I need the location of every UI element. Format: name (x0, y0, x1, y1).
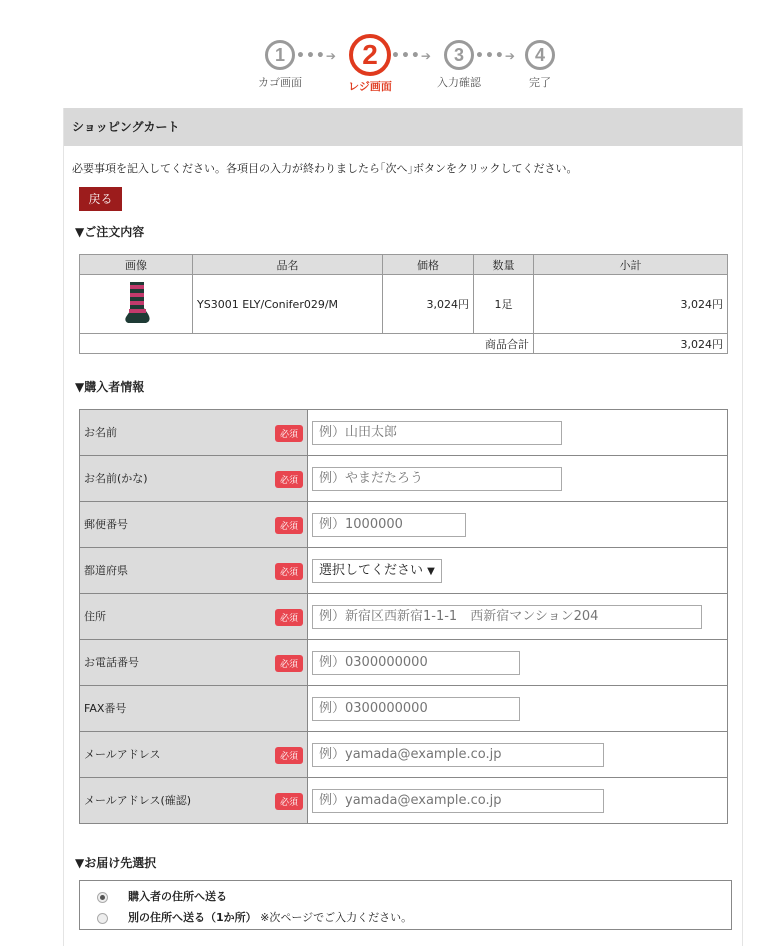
chevron-down-icon: ▼ (427, 565, 435, 577)
email-label: メールアドレス (84, 748, 161, 761)
required-badge: 必須 (275, 655, 303, 672)
col-price: 価格 (383, 255, 474, 275)
table-row (80, 275, 728, 334)
step-4-number: 4 (525, 40, 555, 70)
step-2-label: レジ画面 (348, 80, 392, 93)
sock-image (116, 280, 156, 326)
col-name: 品名 (193, 255, 383, 275)
tel-label: お電話番号 (84, 656, 139, 669)
fax-input[interactable] (312, 697, 520, 721)
delivery-option-other[interactable] (97, 909, 412, 925)
total-label: 商品合計 (80, 334, 534, 354)
required-badge: 必須 (275, 563, 303, 580)
fax-label: FAX番号 (84, 702, 127, 715)
buyer-section-title: ▼購入者情報 (75, 380, 145, 394)
product-price: 3,024円 (383, 275, 474, 334)
required-badge: 必須 (275, 471, 303, 488)
step-2-number: 2 (349, 34, 391, 76)
col-qty: 数量 (474, 255, 534, 275)
col-subtotal: 小計 (534, 255, 728, 275)
col-image: 画像 (80, 255, 193, 275)
total-value: 3,024円 (534, 334, 728, 354)
product-subtotal: 3,024円 (534, 275, 728, 334)
product-image[interactable] (80, 275, 193, 334)
delivery-option-other-label: 別の住所へ送る（1か所） (128, 911, 257, 924)
step-connector-icon: •••➔ (296, 48, 337, 64)
step-1-label: カゴ画面 (258, 76, 302, 89)
step-connector-icon: •••➔ (391, 48, 432, 64)
name-input[interactable] (312, 421, 562, 445)
order-section-title: ▼ご注文内容 (75, 225, 145, 239)
buyer-form (79, 409, 728, 824)
kana-label: お名前(かな) (84, 472, 148, 485)
step-4-label: 完了 (529, 76, 551, 89)
delivery-option-note: ※次ページでご入力ください。 (260, 911, 413, 924)
delivery-options (79, 880, 732, 930)
address-label: 住所 (84, 610, 106, 623)
required-badge: 必須 (275, 609, 303, 626)
step-1-number: 1 (265, 40, 295, 70)
required-badge: 必須 (275, 747, 303, 764)
name-label: お名前 (84, 426, 117, 439)
pref-select-value: 選択してください (319, 562, 424, 578)
email-input[interactable] (312, 743, 604, 767)
step-complete (505, 34, 575, 90)
email-confirm-label: メールアドレス(確認) (84, 794, 192, 807)
checkout-steps (258, 34, 562, 94)
zip-label: 郵便番号 (84, 518, 128, 531)
pref-select[interactable] (312, 559, 442, 583)
radio-buyer-address[interactable] (97, 892, 108, 903)
main-content (63, 108, 743, 946)
step-register (335, 34, 405, 94)
required-badge: 必須 (275, 425, 303, 442)
required-badge: 必須 (275, 793, 303, 810)
email-confirm-input[interactable] (312, 789, 604, 813)
delivery-option-buyer[interactable] (97, 888, 227, 904)
order-table (79, 254, 728, 354)
delivery-option-buyer-label: 購入者の住所へ送る (128, 890, 227, 903)
page-title: ショッピングカート (64, 108, 742, 146)
zip-input[interactable] (312, 513, 466, 537)
delivery-section-title: ▼お届け先選択 (75, 856, 157, 870)
kana-input[interactable] (312, 467, 562, 491)
step-3-number: 3 (444, 40, 474, 70)
back-button[interactable]: 戻る (79, 187, 122, 211)
step-3-label: 入力確認 (437, 76, 481, 89)
product-qty: 1足 (474, 275, 534, 334)
step-connector-icon: •••➔ (475, 48, 516, 64)
radio-other-address[interactable] (97, 913, 108, 924)
product-name: YS3001 ELY/Conifer029/M (193, 275, 383, 334)
instruction-text: 必要事項を記入してください。各項目の入力が終わりましたら｢次へ｣ボタンをクリックしてください。 (72, 162, 578, 175)
address-input[interactable] (312, 605, 702, 629)
pref-label: 都道府県 (84, 564, 128, 577)
tel-input[interactable] (312, 651, 520, 675)
required-badge: 必須 (275, 517, 303, 534)
